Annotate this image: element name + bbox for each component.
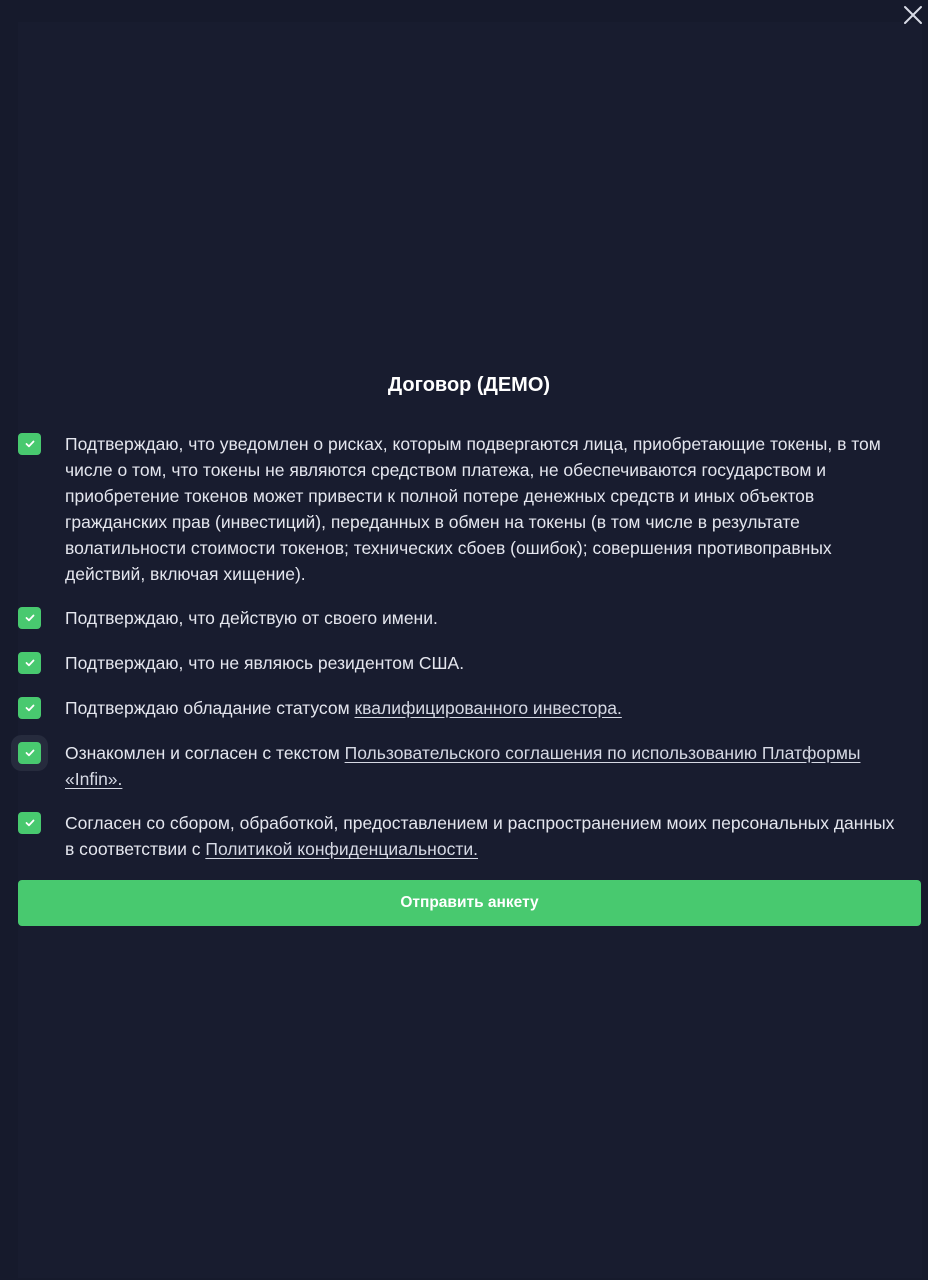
submit-button[interactable]: Отправить анкету <box>18 880 921 926</box>
agreement-text-part: Ознакомлен и согласен с текстом <box>65 743 345 763</box>
check-icon <box>25 440 35 448</box>
agreement-text-part: Согласен со сбором, обработкой, предоставлением и распространением моих персональных данных в соответствии с <box>65 813 895 859</box>
agreement-text: Подтверждаю, что действую от своего имени. <box>65 608 438 628</box>
user-agreement-link[interactable]: Пользовательского соглашения по использованию Платформы «Infin». <box>65 743 861 789</box>
check-icon <box>25 819 35 827</box>
check-icon <box>25 614 35 622</box>
agreement-user-terms <box>18 740 908 792</box>
agreement-text: Подтверждаю, что не являюсь резидентом США. <box>65 653 465 673</box>
agreement-risks <box>18 431 908 587</box>
agreement-text <box>65 695 908 721</box>
agreement-text <box>65 740 908 792</box>
privacy-policy-link[interactable]: Политикой конфиденциальности. <box>205 839 478 859</box>
check-icon <box>25 659 35 667</box>
agreement-text: Подтверждаю, что уведомлен о рисках, которым подвергаются лица, приобретающие токены, в том числе о том, что токены не являются средством платежа, не обеспечиваются государством и приобретение токенов может привести к полной потере денежных средств и иных объектов гражданских прав (инвестиций), переданных в обмен на токены (в том числе в результате волатильности стоимости токенов; технических сбоев (ошибок); совершения противоправных действий, включая хищение). <box>65 434 881 584</box>
agreement-not-us-resident <box>18 650 908 676</box>
checkbox-qualified-investor[interactable] <box>18 697 41 719</box>
dialog-title: Договор (ДЕМО) <box>387 374 551 396</box>
agreement-text <box>65 810 908 862</box>
agreement-qualified-investor <box>18 695 908 721</box>
checkbox-own-name[interactable] <box>18 607 41 629</box>
checkbox-risks[interactable] <box>18 433 41 455</box>
agreement-personal-data <box>18 810 908 862</box>
close-icon <box>902 4 924 26</box>
checkbox-user-terms[interactable] <box>18 742 41 764</box>
checkbox-personal-data[interactable] <box>18 812 41 834</box>
agreement-text-part: Подтверждаю обладание статусом <box>65 698 355 718</box>
check-icon <box>25 704 35 712</box>
qualified-investor-link[interactable]: квалифицированного инвестора. <box>354 698 622 718</box>
check-icon <box>25 749 35 757</box>
agreement-own-name <box>18 605 908 631</box>
close-button[interactable] <box>902 4 924 26</box>
agreements-list <box>18 431 908 880</box>
checkbox-not-us-resident[interactable] <box>18 652 41 674</box>
